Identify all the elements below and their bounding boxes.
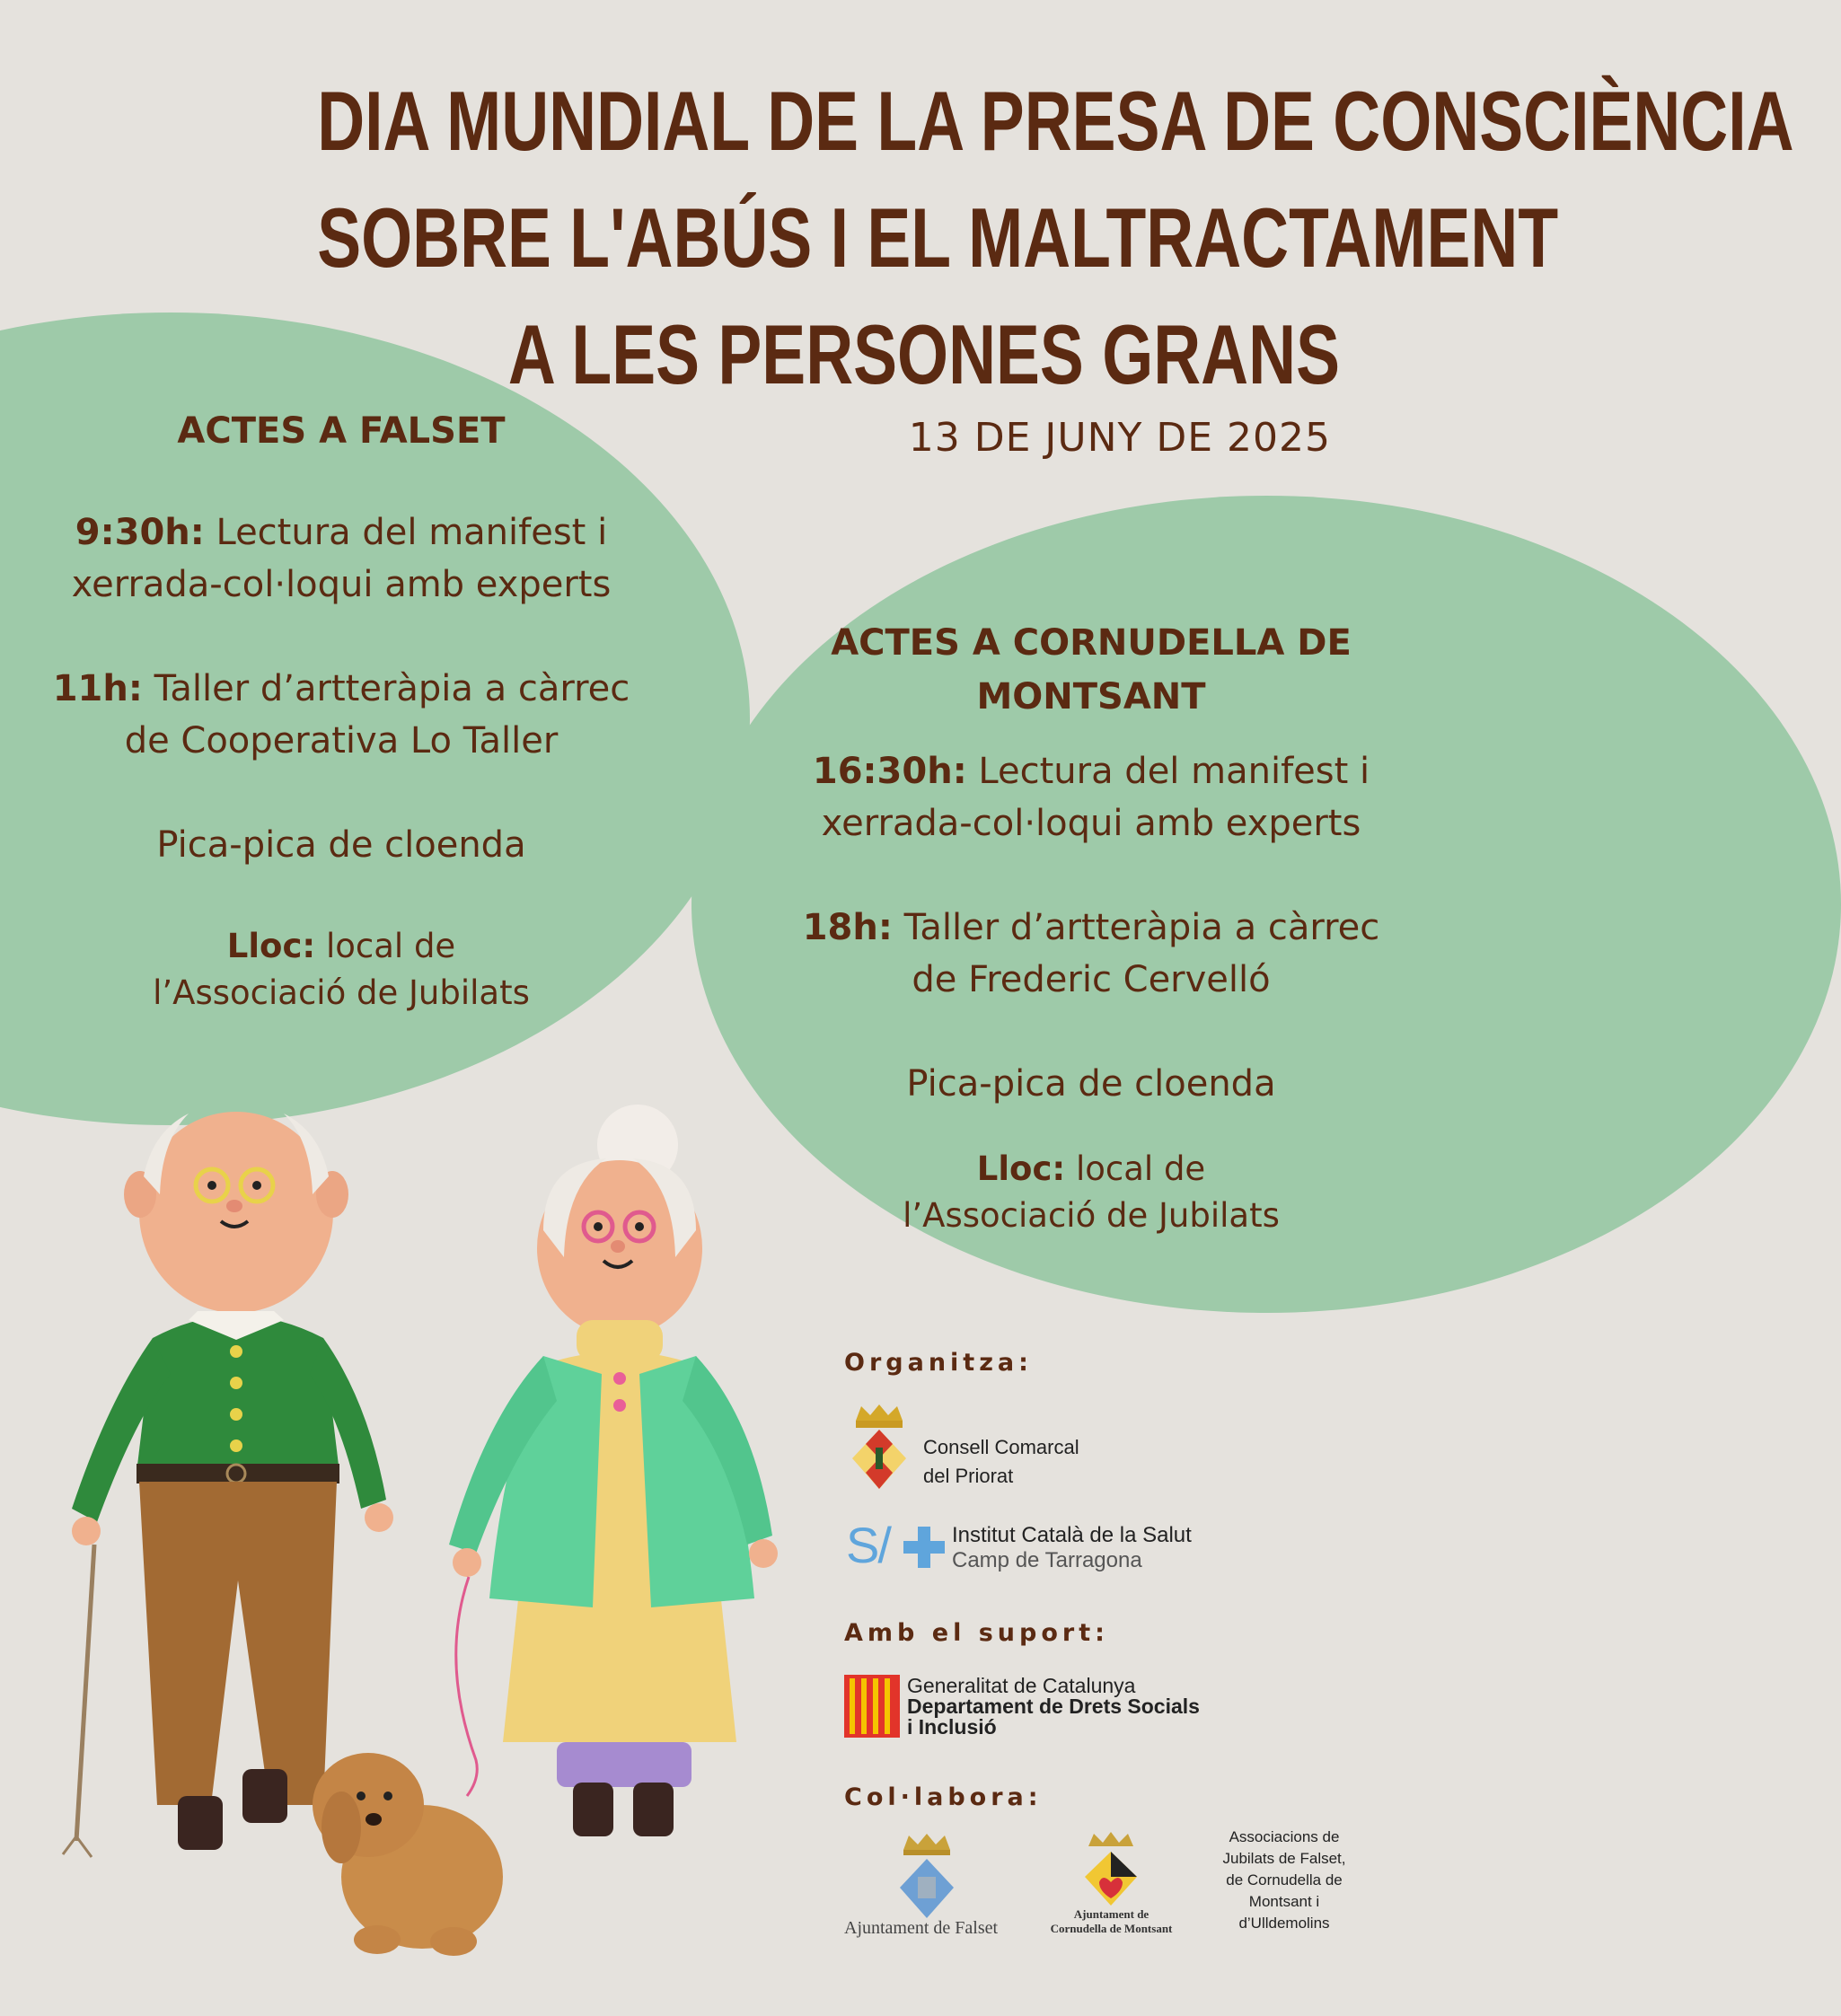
falset-event-1-text-a: Lectura del manifest i bbox=[216, 512, 608, 553]
ics-mark: S/ bbox=[846, 1517, 890, 1573]
assoc-line-c: de Cornudella de bbox=[1226, 1871, 1343, 1888]
cornudella-event-2-text-a: Taller d’artteràpia a càrrec bbox=[903, 907, 1380, 948]
ics-name-b: Camp de Tarragona bbox=[952, 1548, 1142, 1572]
suport-label: Amb el suport: bbox=[844, 1619, 1109, 1647]
falset-event-1-time: 9:30h: bbox=[75, 512, 205, 553]
ics-cross-icon bbox=[903, 1527, 945, 1568]
consell-priorat-crest-icon bbox=[849, 1403, 910, 1492]
event-date: 13 DE JUNY DE 2025 bbox=[908, 415, 1331, 461]
colabora-label: Col·labora: bbox=[844, 1783, 1043, 1811]
cornudella-place-text-a: local de bbox=[1075, 1149, 1206, 1188]
cornudella-council-b: Cornudella de Montsant bbox=[1050, 1922, 1173, 1935]
consell-priorat-name bbox=[923, 1433, 1079, 1491]
consell-name-b: del Priorat bbox=[923, 1465, 1014, 1487]
cornudella-heading bbox=[759, 616, 1423, 724]
cornudella-place-text-b: l’Associació de Jubilats bbox=[903, 1196, 1280, 1235]
falset-heading: ACTES A FALSET bbox=[177, 410, 506, 452]
falset-event-2 bbox=[27, 663, 656, 767]
generalitat-name bbox=[907, 1676, 1200, 1738]
title-line-2: SOBRE L'ABÚS I EL MALTRACTAMENT bbox=[317, 190, 1559, 285]
falset-council-name: Ajuntament de Falset bbox=[844, 1918, 999, 1938]
associations-text bbox=[1208, 1827, 1361, 1934]
cornudella-event-1-text-b: xerrada-col·loqui amb experts bbox=[821, 803, 1361, 844]
cornudella-place-label: Lloc: bbox=[976, 1149, 1066, 1188]
falset-place-label: Lloc: bbox=[226, 927, 316, 965]
title-line-3: A LES PERSONES GRANS bbox=[507, 307, 1340, 401]
generalitat-name-b: Departament de Drets Socials bbox=[907, 1695, 1200, 1718]
assoc-line-d: Montsant i bbox=[1248, 1893, 1320, 1910]
title-line-1: DIA MUNDIAL DE LA PRESA DE CONSCIÈNCIA bbox=[317, 74, 1794, 168]
cornudella-council-a: Ajuntament de bbox=[1073, 1907, 1150, 1921]
elderly-couple-illustration bbox=[54, 1078, 826, 2003]
falset-event-2-text-a: Taller d’artteràpia a càrrec bbox=[154, 668, 630, 709]
generalitat-name-c: i Inclusió bbox=[907, 1715, 997, 1739]
cornudella-event-2-text-b: de Frederic Cervelló bbox=[912, 959, 1271, 1000]
cornudella-events bbox=[759, 616, 1423, 1291]
falset-place bbox=[27, 923, 656, 1017]
assoc-line-a: Associacions de bbox=[1229, 1828, 1340, 1845]
generalitat-flag-icon bbox=[844, 1675, 900, 1738]
cornudella-council-name bbox=[1033, 1907, 1190, 1936]
falset-event-1 bbox=[27, 506, 656, 611]
man-figure bbox=[63, 1112, 393, 1857]
organitza-label: Organitza: bbox=[844, 1349, 1033, 1377]
cornudella-heading-a: ACTES A CORNUDELLA DE bbox=[831, 622, 1352, 664]
consell-name-a: Consell Comarcal bbox=[923, 1436, 1079, 1458]
cornudella-event-2-time: 18h: bbox=[802, 907, 893, 948]
cornudella-event-1 bbox=[759, 745, 1423, 850]
falset-place-text-b: l’Associació de Jubilats bbox=[153, 973, 530, 1012]
cornudella-crest-icon bbox=[1083, 1832, 1139, 1907]
assoc-line-b: Jubilats de Falset, bbox=[1222, 1850, 1346, 1867]
falset-event-2-time: 11h: bbox=[52, 668, 143, 709]
falset-place-text-a: local de bbox=[325, 927, 456, 965]
poster-title bbox=[317, 63, 1794, 413]
ics-name-a: Institut Català de la Salut bbox=[952, 1523, 1192, 1547]
cornudella-event-1-time: 16:30h: bbox=[812, 751, 967, 792]
woman-figure bbox=[449, 1105, 778, 1836]
falset-event-1-text-b: xerrada-col·loqui amb experts bbox=[71, 564, 612, 605]
cornudella-place bbox=[759, 1146, 1423, 1239]
cornudella-closing: Pica-pica de cloenda bbox=[906, 1063, 1276, 1105]
falset-events bbox=[27, 404, 656, 1069]
generalitat-name-a: Generalitat de Catalunya bbox=[907, 1674, 1136, 1697]
cornudella-event-2 bbox=[759, 902, 1423, 1006]
cornudella-event-1-text-a: Lectura del manifest i bbox=[978, 751, 1370, 792]
cornudella-heading-b: MONTSANT bbox=[976, 676, 1206, 717]
falset-closing: Pica-pica de cloenda bbox=[156, 824, 526, 866]
ics-name bbox=[952, 1523, 1192, 1573]
falset-event-2-text-b: de Cooperativa Lo Taller bbox=[124, 720, 559, 762]
assoc-line-e: d’Ulldemolins bbox=[1238, 1915, 1330, 1932]
falset-crest-icon bbox=[896, 1832, 957, 1922]
